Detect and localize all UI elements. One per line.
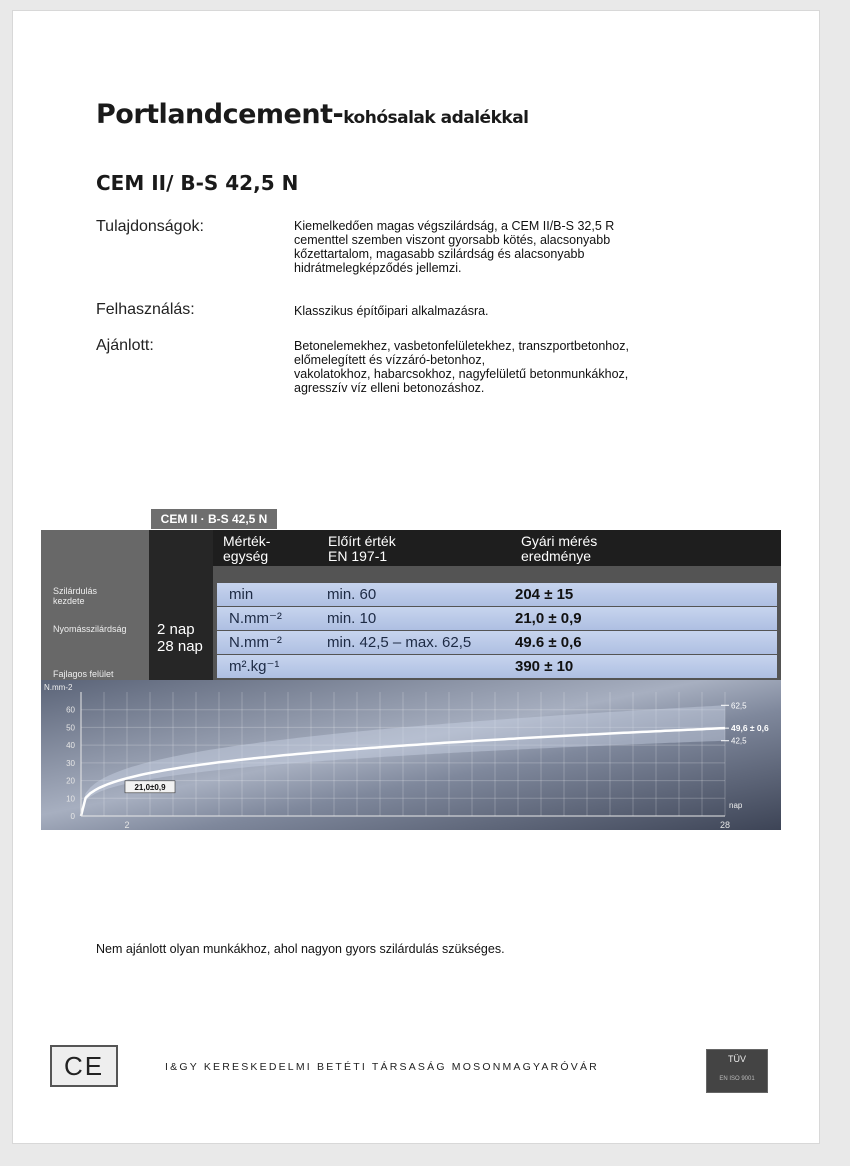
cell-required: min. 10 — [327, 610, 377, 627]
y-tick-label: 60 — [66, 705, 75, 715]
table-header — [213, 530, 781, 566]
spec-table — [41, 530, 781, 680]
header-measured — [521, 534, 597, 564]
document-page — [12, 10, 820, 1144]
cell-measured: 204 ± 15 — [515, 586, 574, 603]
header-line: Gyári mérés — [521, 533, 598, 549]
annotation-label: 21,0±0,9 — [134, 782, 166, 792]
table-row — [217, 655, 777, 678]
properties-text — [294, 219, 614, 275]
header-line: eredménye — [521, 548, 592, 564]
row-label-setting-start — [53, 586, 97, 606]
cell-measured: 49.6 ± 0,6 — [515, 634, 582, 651]
tuv-label: TÜV — [728, 1054, 746, 1064]
footnote: Nem ajánlott olyan munkákhoz, ahol nagyon gyors szilárdulás szükséges. — [96, 942, 505, 956]
properties-line: kőzettartalom, magasabb szilárdság és alacsonyabb — [294, 247, 585, 261]
y-tick-label: 40 — [66, 741, 75, 751]
y-tick-label: 50 — [66, 723, 75, 733]
cell-required: min. 42,5 – max. 62,5 — [327, 634, 472, 651]
row-label-line: kezdete — [53, 596, 85, 606]
ce-mark-logo: CE — [50, 1045, 118, 1087]
recommended-line: agresszív víz elleni betonozáshoz. — [294, 381, 485, 395]
company-name: I&GY KERESKEDELMI BETÉTI TÁRSASÁG MOSONMAGYARÓVÁR — [165, 1061, 599, 1073]
header-required — [328, 534, 396, 564]
recommended-label: Ajánlott: — [96, 337, 154, 354]
header-unit — [223, 534, 270, 564]
tuv-certification-logo — [706, 1049, 768, 1093]
tuv-sub-label: EN ISO 9001 — [719, 1076, 755, 1082]
x-tick-label: 28 — [719, 820, 731, 830]
day-28: 28 nap — [157, 638, 203, 655]
header-line: Előírt érték — [328, 533, 396, 549]
row-label-compressive: Nyomásszilárdság — [53, 624, 127, 634]
table-tag: CEM II · B-S 42,5 N — [151, 509, 277, 529]
cell-unit: N.mm⁻² — [229, 634, 282, 651]
row-label-column — [41, 530, 149, 680]
header-line: Mérték- — [223, 533, 271, 549]
day-column — [149, 530, 213, 680]
page-title — [96, 99, 529, 130]
x-axis-label: nap — [729, 801, 743, 810]
properties-label: Tulajdonságok: — [96, 218, 204, 235]
cell-unit: m².kg⁻¹ — [229, 658, 280, 675]
right-value-label: 49,6 ± 0,6 — [731, 723, 769, 734]
row-label-line: Szilárdulás — [53, 586, 98, 596]
cell-required: min. 60 — [327, 586, 377, 603]
usage-text: Klasszikus építőipari alkalmazásra. — [294, 304, 489, 318]
properties-line: hidrátmelegképződés jellemzi. — [294, 261, 462, 275]
right-value-label: 62,5 — [731, 701, 747, 711]
day-2: 2 nap — [157, 621, 195, 638]
strength-chart — [41, 680, 781, 830]
y-tick-label: 0 — [70, 812, 75, 821]
table-row — [217, 583, 777, 606]
recommended-text — [294, 339, 629, 395]
table-row — [217, 631, 777, 654]
cell-measured: 390 ± 10 — [515, 658, 574, 675]
recommended-line: előmelegített és vízzáró-betonhoz, — [294, 353, 486, 367]
recommended-line: Betonelemekhez, vasbetonfelületekhez, transzportbetonhoz, — [294, 339, 629, 353]
properties-line: cementtel szemben viszont gyorsabb kötés, alacsonyabb — [294, 233, 611, 247]
title-suffix: kohósalak adalékkal — [343, 108, 529, 128]
y-axis-label: N.mm-2 — [44, 683, 73, 692]
y-tick-label: 30 — [66, 758, 75, 768]
header-line: egység — [223, 548, 269, 564]
x-tick-label: 2 — [124, 820, 130, 830]
properties-line: Kiemelkedően magas végszilárdság, a CEM II/B-S 32,5 R — [294, 219, 615, 233]
right-value-label: 42,5 — [731, 736, 747, 746]
product-code: CEM II/ B-S 42,5 N — [96, 171, 299, 195]
row-label-specific-surface: Fajlagos felület — [53, 669, 114, 679]
title-main: Portlandcement- — [96, 99, 344, 130]
usage-label: Felhasználás: — [96, 301, 195, 318]
table-row — [217, 607, 777, 630]
cell-unit: N.mm⁻² — [229, 610, 282, 627]
cell-measured: 21,0 ± 0,9 — [515, 610, 582, 627]
y-tick-label: 20 — [66, 776, 75, 786]
recommended-line: vakolatokhoz, habarcsokhoz, nagyfelületű betonmunkákhoz, — [294, 367, 629, 381]
chart-annotation — [125, 781, 175, 793]
y-tick-label: 10 — [66, 794, 75, 804]
header-line: EN 197-1 — [328, 548, 388, 564]
cell-unit: min — [229, 586, 254, 603]
